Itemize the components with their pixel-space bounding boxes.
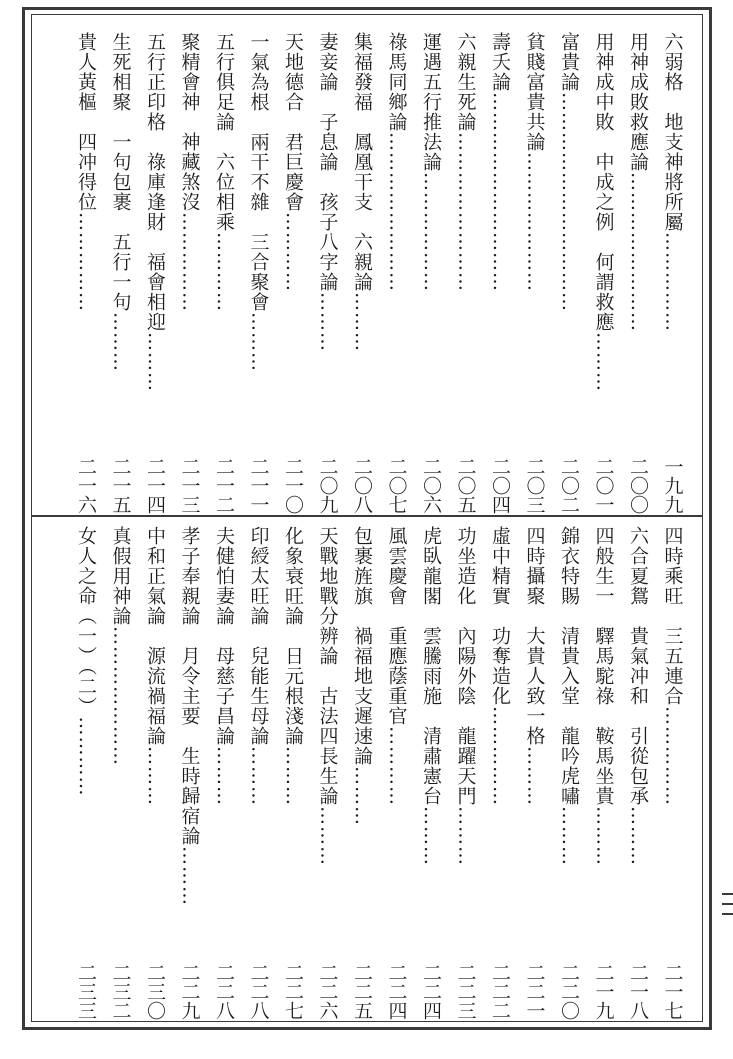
toc-entry xyxy=(657,526,689,1020)
toc-entry-page-number: 二一一 xyxy=(247,457,270,514)
toc-entry-title: 祿馬同鄉論…………………… xyxy=(385,32,408,292)
toc-entry xyxy=(588,32,620,514)
toc-entry xyxy=(208,32,240,514)
section-divider xyxy=(31,515,703,517)
toc-entry-page-number: 二三二 xyxy=(109,963,132,1020)
toc-entry-page-number: 二〇八 xyxy=(351,457,373,514)
toc-entry-title: 用神成敗救應論…………………… xyxy=(627,32,649,332)
toc-entry xyxy=(484,32,516,514)
toc-entry xyxy=(519,526,551,1020)
toc-entry-title: 四般生一 驛馬駝祿 鞍馬坐貴……… xyxy=(592,526,615,866)
toc-entry xyxy=(346,32,378,514)
toc-entry xyxy=(174,32,206,514)
toc-entry xyxy=(312,32,344,514)
toc-entry xyxy=(70,526,102,1020)
toc-entry-title: 中和正氣論 源流禍福論……… xyxy=(144,526,166,806)
toc-entry xyxy=(588,526,620,1020)
toc-entry-page-number: 二〇七 xyxy=(385,457,408,514)
toc-entry-title: 貧賤富貴共論………………… xyxy=(523,32,546,292)
toc-entry-title: 一氣為根 兩干不雜 三合聚會……… xyxy=(247,32,270,372)
toc-entry-page-number: 一九九 xyxy=(661,457,684,514)
toc-entry-page-number: 二二七 xyxy=(282,963,304,1020)
toc-entry-title: 運遇五行推法論……………… xyxy=(420,32,442,292)
toc-entry xyxy=(243,526,275,1020)
toc-entry-page-number: 二一七 xyxy=(661,963,684,1020)
toc-entry-page-number: 二二三 xyxy=(454,963,477,1020)
toc-entry-title: 六弱格 地支神將所屬…………… xyxy=(661,32,684,332)
toc-entry-page-number: 二二九 xyxy=(178,963,201,1020)
toc-entry xyxy=(277,526,309,1020)
toc-entry-title: 化象衰旺論 日元根淺論……… xyxy=(282,526,304,806)
toc-entry xyxy=(139,526,171,1020)
toc-entry-title: 聚精會神 神藏煞沒…………… xyxy=(178,32,201,312)
toc-entry xyxy=(312,526,344,1020)
toc-entry-title: 四時乘旺 三五連合…………… xyxy=(661,526,684,806)
toc-entry-title: 四時攝聚 大貴人致一格……… xyxy=(523,526,546,806)
toc-entry-page-number: 二〇三 xyxy=(523,457,546,514)
toc-entry xyxy=(243,32,275,514)
toc-entry-title: 貴人黃樞 四冲得位…………… xyxy=(75,32,97,312)
toc-entry-title: 印綬太旺論 兒能生母論……… xyxy=(247,526,270,806)
toc-entry-page-number: 二〇九 xyxy=(316,457,339,514)
toc-entry-page-number: 二一六 xyxy=(75,457,97,514)
toc-entry-page-number: 二三三 xyxy=(75,963,97,1020)
toc-entry-title: 妻妾論 子息論 孩子八字論……… xyxy=(316,32,339,352)
toc-entry-title: 五行正印格 祿庫逢財 福會相迎……… xyxy=(144,32,166,392)
toc-entry xyxy=(622,526,654,1020)
toc-entry-title: 用神成中敗 中成之例 何謂救應……… xyxy=(592,32,615,392)
toc-entry-page-number: 二二八 xyxy=(247,963,270,1020)
toc-entry-title: 六親生死論…………………… xyxy=(454,32,477,292)
toc-entry-page-number: 二一五 xyxy=(109,457,132,514)
toc-entry-page-number: 二〇一 xyxy=(592,457,615,514)
toc-entry-page-number: 二一三 xyxy=(178,457,201,514)
toc-entry-title: 孝子奉親論 月令主要 生時歸宿論……… xyxy=(178,526,201,906)
toc-entry xyxy=(70,32,102,514)
toc-entry xyxy=(105,526,137,1020)
toc-entry-page-number: 二二二 xyxy=(489,963,511,1020)
toc-entry-title: 包裹旌旗 禍福地支遲速論……… xyxy=(351,526,373,826)
toc-entry xyxy=(553,32,585,514)
toc-entry-page-number: 二二四 xyxy=(420,963,442,1020)
toc-entry xyxy=(346,526,378,1020)
toc-entry-title: 錦衣特賜 清貴入堂 龍吟虎嘯……… xyxy=(558,526,580,866)
toc-entry-title: 天地德合 君巨慶會………… xyxy=(282,32,304,292)
toc-entry-page-number: 二一〇 xyxy=(282,457,304,514)
toc-entry xyxy=(622,32,654,514)
toc-entry-title: 壽夭論………………………… xyxy=(489,32,511,292)
toc-entry xyxy=(519,32,551,514)
toc-entry xyxy=(415,526,447,1020)
toc-entry-page-number: 二一八 xyxy=(627,963,649,1020)
toc-bottom-panel xyxy=(31,526,703,1020)
toc-entry-page-number: 二一九 xyxy=(592,963,615,1020)
toc-entry xyxy=(657,32,689,514)
toc-entry-page-number: 二一四 xyxy=(144,457,166,514)
toc-entry-page-number: 二〇四 xyxy=(489,457,511,514)
toc-entry-page-number: 二二四 xyxy=(385,963,408,1020)
toc-entry-title: 集福發福 鳳凰干支 六親論……… xyxy=(351,32,373,352)
toc-entry xyxy=(139,32,171,514)
toc-entry xyxy=(415,32,447,514)
toc-entry-page-number: 二二〇 xyxy=(558,963,580,1020)
toc-top-panel xyxy=(31,32,703,514)
toc-entry xyxy=(450,526,482,1020)
toc-entry-title: 女人之命（一）（二）………… xyxy=(75,526,97,797)
toc-entry-title: 功坐造化 內陽外陰 龍躍天門……… xyxy=(454,526,477,866)
toc-entry-page-number: 二〇〇 xyxy=(627,457,649,514)
toc-entry-page-number: 二二五 xyxy=(351,963,373,1020)
toc-entry xyxy=(553,526,585,1020)
toc-entry-title: 富貴論…………………………… xyxy=(558,32,580,312)
toc-entry-title: 虛中精實 功奪造化…………… xyxy=(489,526,511,806)
toc-entry xyxy=(450,32,482,514)
toc-entry-page-number: 二二六 xyxy=(316,963,339,1020)
toc-entry-page-number: 二三〇 xyxy=(144,963,166,1020)
toc-entry-title: 六合夏鴛 貴氣冲和 引從包承……… xyxy=(627,526,649,866)
toc-entry-title: 生死相聚 一句包裹 五行一句……… xyxy=(109,32,132,372)
toc-entry xyxy=(381,32,413,514)
toc-entry-title: 真假用神論………………… xyxy=(109,526,132,766)
toc-entry-title: 夫健怕妻論 母慈子昌論……… xyxy=(213,526,235,806)
toc-entry-page-number: 二〇五 xyxy=(454,457,477,514)
toc-entry xyxy=(484,526,516,1020)
toc-entry xyxy=(381,526,413,1020)
toc-entry xyxy=(174,526,206,1020)
toc-entry xyxy=(208,526,240,1020)
toc-entry-title: 風雲慶會 重應蔭重官………… xyxy=(385,526,408,806)
toc-entry xyxy=(105,32,137,514)
toc-entry-page-number: 二一二 xyxy=(213,457,235,514)
toc-entry-page-number: 二〇二 xyxy=(558,457,580,514)
toc-entry-title: 五行俱足論 六位相乘………… xyxy=(213,32,235,312)
toc-entry-title: 天戰地戰分辨論 古法四長生論……… xyxy=(316,526,339,866)
toc-entry-page-number: 二二八 xyxy=(213,963,235,1020)
toc-entry xyxy=(277,32,309,514)
toc-entry-page-number: 二〇六 xyxy=(420,457,442,514)
toc-entry-title: 虎臥龍閣 雲騰雨施 清肅憲台……… xyxy=(420,526,442,866)
edge-tab-mark xyxy=(722,893,733,915)
toc-entry-page-number: 二二一 xyxy=(523,963,546,1020)
